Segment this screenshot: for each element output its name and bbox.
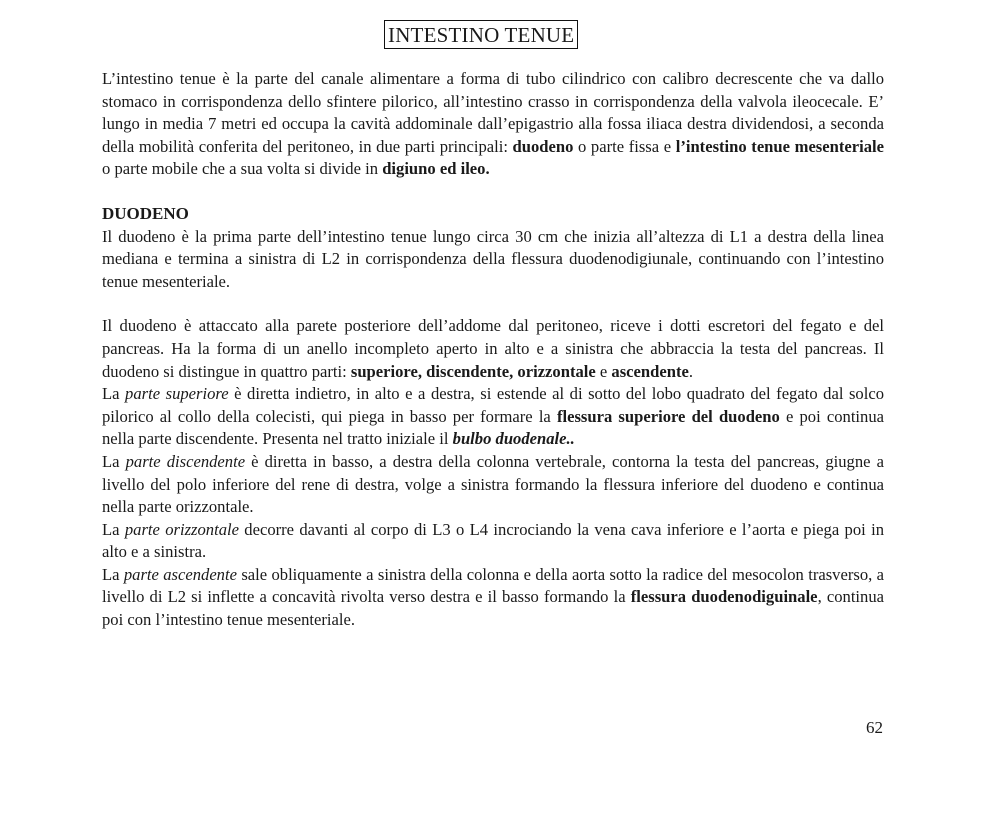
bold-term-digiuno-ileo: digiuno ed ileo. xyxy=(382,159,490,179)
spacer xyxy=(102,293,884,315)
text-run: . xyxy=(688,361,694,381)
text-run: L’intestino tenue è la parte del canale alimentare a forma di tubo cilindrico con calibro decrescente che va dallo stomaco in corrispondenza dello sfintere pilorico, all’intestino crasso in corrispondenza della valvola ileocecale. E’ lungo in media 7 metri ed occupa la cavità addominale dall’epigastrio alla fossa iliaca destra dividendosi, a seconda della mobilità conferita del peritoneo, in due parti principali: xyxy=(102,69,884,156)
text-run: e xyxy=(595,361,612,381)
text-run: e poi continua nella parte discendente. Presenta nel tratto iniziale il xyxy=(102,406,884,449)
bold-term-flessura-duodenodigiunale: flessura duodenodiguinale xyxy=(630,587,818,607)
spacer xyxy=(102,181,884,203)
text-run: La xyxy=(102,519,125,539)
italic-term-parte-discendente: parte discendente xyxy=(125,451,246,471)
bold-term-parts: superiore, discendente, orizzontale xyxy=(350,361,596,381)
paragraph-parte-superiore xyxy=(102,383,884,451)
bold-italic-term-bulbo: bulbo duodenale xyxy=(452,429,567,449)
paragraph-parte-orizzontale xyxy=(102,519,884,564)
paragraph-duodeno-intro: Il duodeno è la prima parte dell’intestino tenue lungo circa 30 cm che inizia all’altezza di L1 a destra della linea mediana e termina a sinistra di L2 in corrispondenza della flessura duodenodigiunale, continuando con l’intestino tenue mesenteriale. xyxy=(102,226,884,291)
italic-term-parte-ascendente: parte ascendente xyxy=(123,564,237,584)
bold-term-duodeno: duodeno xyxy=(512,136,574,156)
section-heading: DUODENO xyxy=(102,203,189,223)
text-run: .. xyxy=(566,429,575,449)
text-run: La xyxy=(102,384,126,404)
paragraph-parte-ascendente xyxy=(102,564,884,632)
page-number: 62 xyxy=(866,718,883,737)
bold-term-intestino-mesenteriale: l’intestino tenue mesenteriale xyxy=(675,136,884,156)
text-run: La xyxy=(102,564,124,584)
text-run: La xyxy=(102,451,126,471)
text-run: Il duodeno è attaccato alla parete posteriore dell’addome dal peritoneo, riceve i dotti escretori del fegato e del pancreas. Ha la forma di un anello incompleto aperto in alto e a sinistra che abbraccia la testa del pancreas. Il duodeno si distingue in quattro parti: xyxy=(102,316,884,381)
paragraph-parte-discendente xyxy=(102,451,884,519)
intro-paragraph xyxy=(102,68,884,181)
bold-term-ascendente: ascendente xyxy=(611,361,689,381)
text-run: o parte mobile che a sua volta si divide in xyxy=(102,159,383,179)
italic-term-parte-orizzontale: parte orizzontale xyxy=(124,519,239,539)
text-run: è diretta in basso, a destra della colonna vertebrale, contorna la testa del pancreas, giugne a livello del polo inferiore del rene di destra, volge a sinistra formando la flessura inferiore del duodeno e continua nella parte orizzontale. xyxy=(102,451,884,517)
text-run: decorre davanti al corpo di L3 o L4 incrociando la vena cava inferiore e l’aorta e piega poi in alto e a sinistra. xyxy=(102,519,884,562)
italic-term-parte-superiore: parte superiore xyxy=(125,384,229,404)
text-run: o parte fissa e xyxy=(573,136,676,156)
text-run: , continua poi con l’intestino tenue mesenteriale. xyxy=(102,587,884,630)
body-text xyxy=(102,68,884,632)
text-run: è diretta indietro, in alto e a destra, si estende al di sotto del lobo quadrato del fegato dal solco pilorico al collo della colecisti, qui piega in basso per formare la xyxy=(102,384,884,426)
text-run: sale obliquamente a sinistra della colonna e della aorta sotto la radice del mesocolon trasverso, a livello di L2 si inflette a concavità rivolta verso destra e il basso formando la xyxy=(102,564,884,607)
bold-term-flessura-superiore: flessura superiore del duodeno xyxy=(556,406,780,426)
page-title: INTESTINO TENUE xyxy=(384,20,578,49)
paragraph-duodeno-description xyxy=(102,315,884,383)
